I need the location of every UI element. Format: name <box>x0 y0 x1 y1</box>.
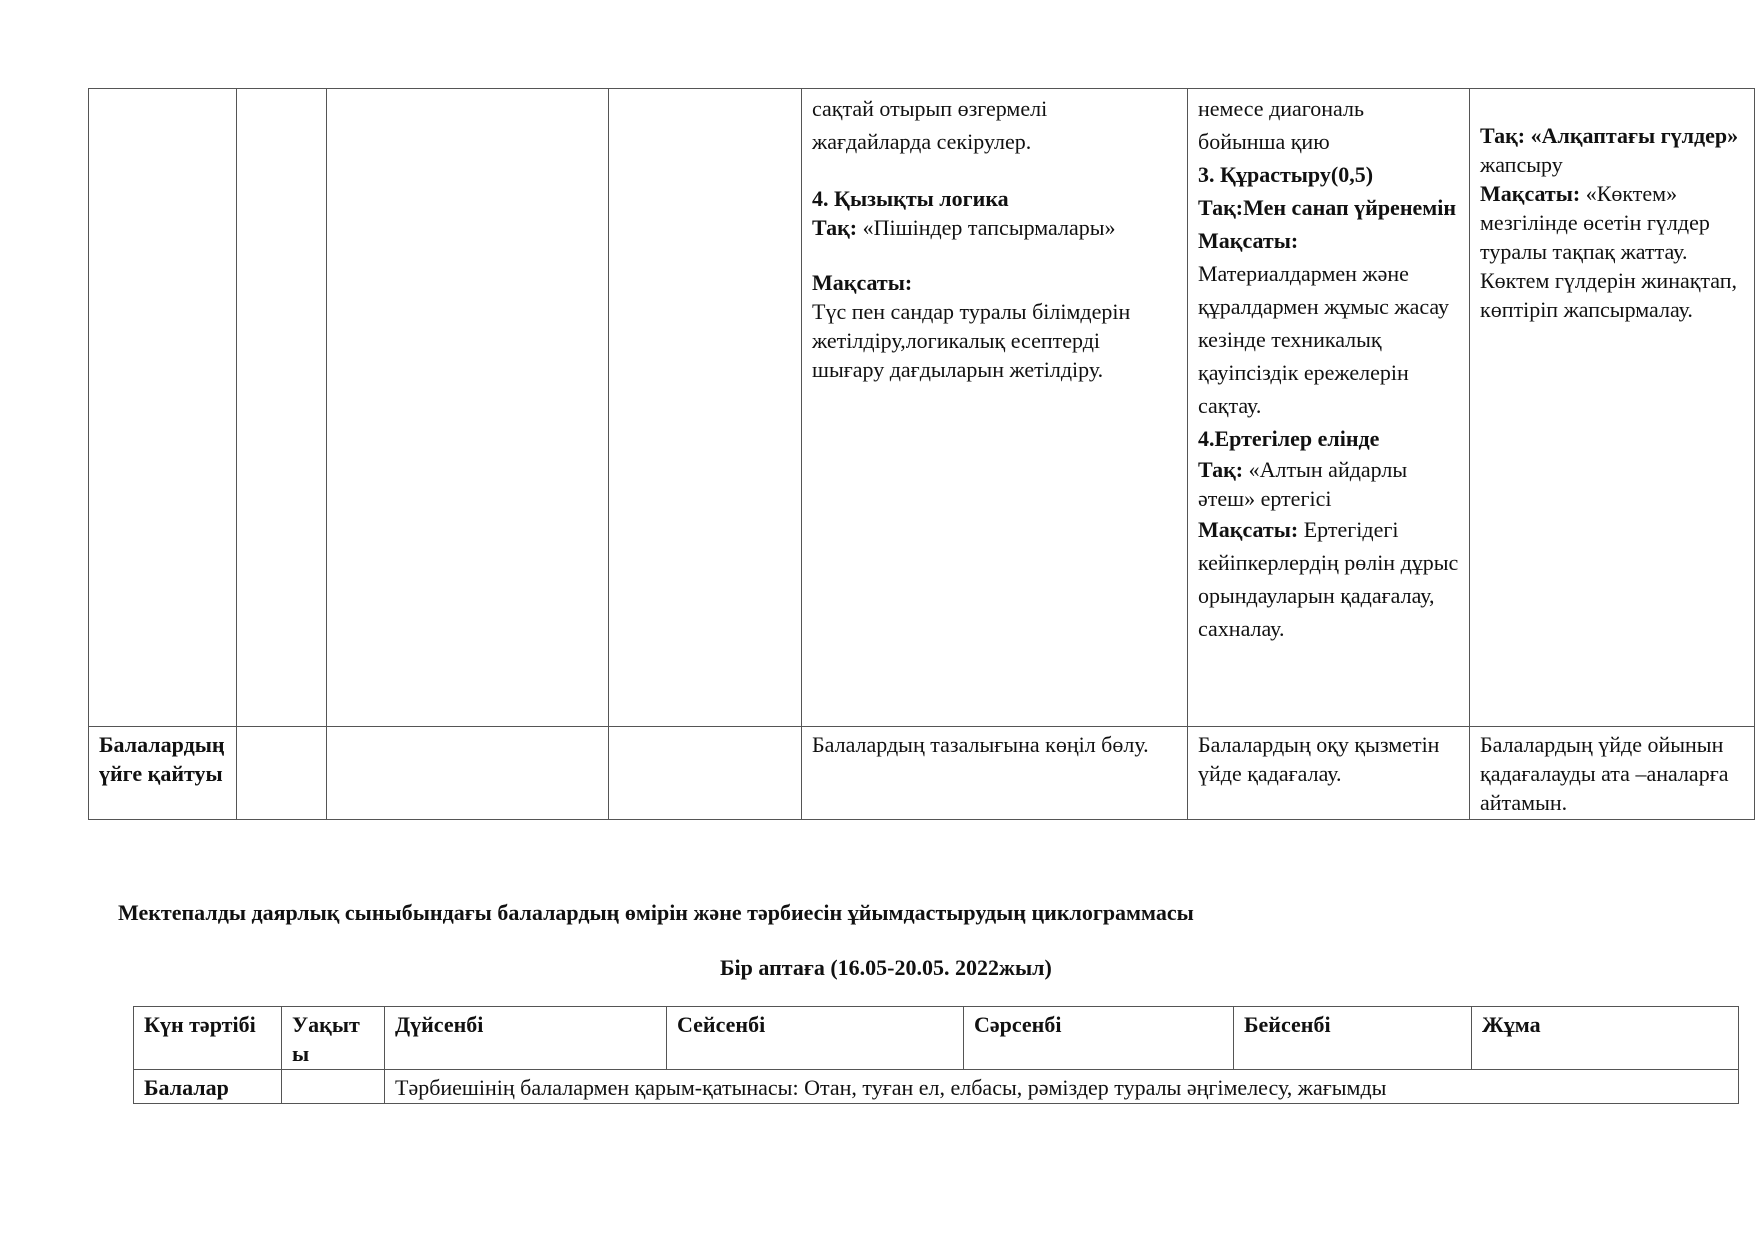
table-cell <box>282 1070 385 1104</box>
table-cell <box>327 89 609 727</box>
item-title: 4. Қызықты логика <box>812 186 1009 211</box>
topic-title: «Алқаптағы гүлдер» <box>1530 123 1739 148</box>
activity-cell-col7 <box>1470 89 1755 727</box>
goal-text: кезінде техникалық қауіпсіздік ережелерін сақтау. <box>1198 327 1409 418</box>
row-label: Балалардың үйге қайтуы <box>89 727 237 820</box>
table-cell <box>89 89 237 727</box>
item-title: 4.Ертегілер елінде <box>1198 426 1380 451</box>
activity-cell-col6 <box>1188 89 1470 727</box>
topic-title-line <box>1480 121 1744 150</box>
table-cell <box>327 727 609 820</box>
goal-label: Мақсаты: <box>1198 228 1299 253</box>
table-cell <box>237 89 327 727</box>
topic-text: «Алтын айдарлы әтеш» ертегісі <box>1198 457 1408 511</box>
table-row <box>89 89 1755 727</box>
table-row <box>134 1070 1739 1104</box>
text-line: сақтай отырып өзгермелі <box>812 96 1048 121</box>
column-header: Сәрсенбі <box>964 1007 1234 1070</box>
column-header: Бейсенбі <box>1234 1007 1472 1070</box>
goal-text: Түс пен сандар туралы білімдерін жетілдіру,логикалық есептерді шығару дағдыларын жетілдіру. <box>812 299 1131 382</box>
cyclogram-table <box>133 1006 1739 1104</box>
goal-label: Мақсаты: <box>1480 181 1581 206</box>
table-header-row <box>134 1007 1739 1070</box>
column-header: Дүйсенбі <box>385 1007 667 1070</box>
table-cell: Балалардың тазалығына көңіл бөлу. <box>802 727 1188 820</box>
text-line: немесе диагональ <box>1198 96 1365 121</box>
topic-label: Тақ: <box>1198 457 1244 482</box>
topic-label: Тақ: <box>812 215 858 240</box>
row-label: Балалар <box>134 1070 282 1104</box>
column-header: Сейсенбі <box>667 1007 964 1070</box>
table-cell <box>609 89 802 727</box>
goal-label: Мақсаты: <box>812 270 913 295</box>
column-header: Уақыты <box>282 1007 385 1070</box>
table-cell: Тәрбиешінің балалармен қарым-қатынасы: Отан, туған ел, елбасы, рәміздер туралы әңгімелесу, жағымды <box>385 1070 1739 1104</box>
column-header: Күн тәртібі <box>134 1007 282 1070</box>
document-subheading: Бір аптаға (16.05-20.05. 2022жыл) <box>720 955 1052 980</box>
schedule-table-continued <box>88 88 1755 820</box>
table-cell: Балалардың оқу қызметін үйде қадағалау. <box>1188 727 1470 820</box>
table-row <box>89 727 1755 820</box>
topic-text: жапсыру <box>1480 152 1563 177</box>
topic-text: «Пішіндер тапсырмалары» <box>862 215 1116 240</box>
item-title: 3. Құрастыру(0,5) <box>1198 162 1374 187</box>
activity-cell-col5 <box>802 89 1188 727</box>
goal-text: Материалдармен және құралдармен жұмыс жасау <box>1198 261 1450 319</box>
topic-label: Тақ: <box>1480 123 1526 148</box>
table-cell <box>237 727 327 820</box>
table-cell <box>609 727 802 820</box>
goal-label: Мақсаты: <box>1198 517 1299 542</box>
item-topic: Тақ:Мен санап үйренемін <box>1198 195 1457 220</box>
goal-text: Ертегідегі кейіпкерлердің рөлін дұрыс орындауларын қадағалау, сахналау. <box>1198 517 1459 641</box>
text-line: жағдайларда секірулер. <box>812 129 1032 154</box>
goal-text: «Көктем» мезгілінде өсетін гүлдер туралы тақпақ жаттау. Көктем гүлдерін жинақтап, көптіріп жапсырмалау. <box>1480 181 1738 322</box>
table-cell: Балалардың үйде ойынын қадағалауды ата –аналарға айтамын. <box>1470 727 1755 820</box>
column-header: Жұма <box>1472 1007 1739 1070</box>
text-line: бойынша қию <box>1198 129 1330 154</box>
document-heading: Мектепалды даярлық сыныбындағы балалардың өмірін және тәрбиесін ұйымдастырудың циклограммасы <box>118 900 1194 925</box>
